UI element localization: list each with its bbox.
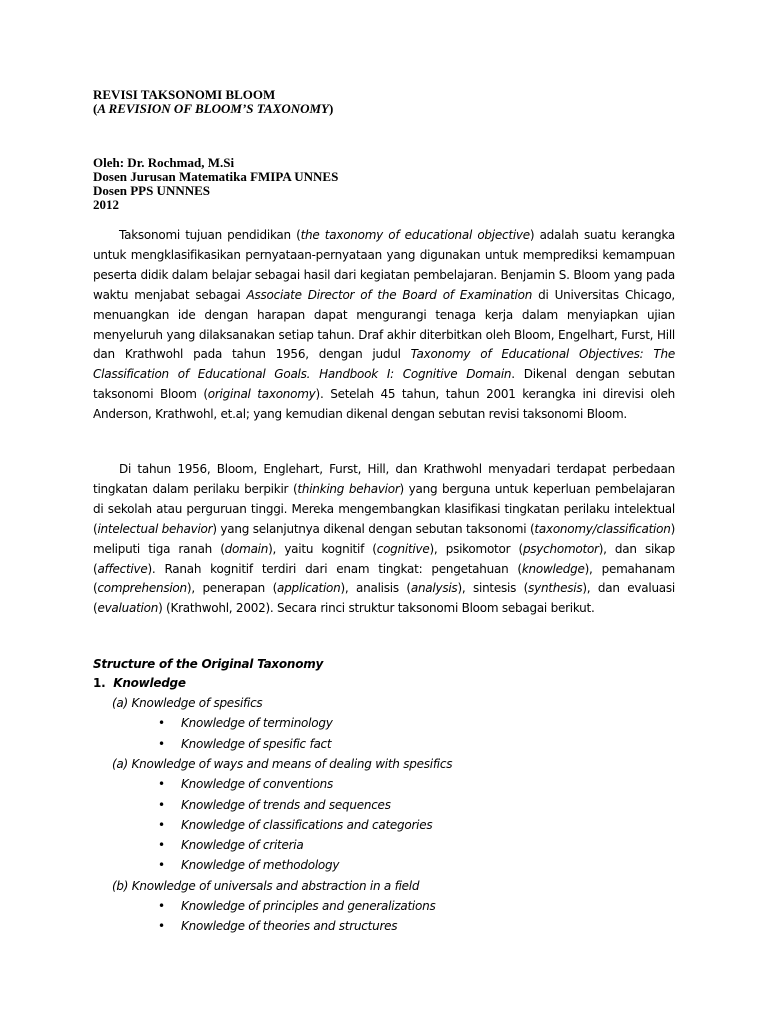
paragraph-run: ) yang berguna untuk keperluan pembelajaran di sekolah atau perguruan tinggi. Mereka mengembangkan klasifikasi tingkatan perilaku intelektual ( (93, 481, 676, 536)
list-item-text: Knowledge of principles and generalizations (181, 899, 436, 913)
list-item-text: Knowledge of theories and structures (181, 919, 398, 934)
list-item-text: Knowledge of methodology (181, 858, 340, 873)
structure-subcategory (112, 754, 452, 774)
bullet-icon: • (158, 858, 165, 873)
italic-term: evaluation (97, 601, 159, 616)
structure-subcategory (112, 876, 419, 896)
italic-term: cognitive (376, 541, 430, 556)
italic-term: intelectual behavior (97, 521, 213, 536)
paragraph-run: ), pemahanam ( (93, 561, 675, 596)
paragraph-run: ), psikomotor ( (429, 541, 523, 556)
bullet-icon: • (158, 777, 165, 792)
structure-heading: Structure of the Original Taxonomy (93, 657, 324, 671)
italic-term: synthesis (528, 581, 583, 596)
list-item-text: Knowledge of classifications and categories (181, 817, 433, 832)
italic-term: psychomotor (522, 541, 599, 556)
author-year: 2012 (93, 197, 119, 212)
bullet-icon: • (158, 817, 165, 832)
structure-subcategory (112, 693, 262, 713)
paragraph-run: ), dan sikap ( (93, 541, 676, 576)
author-pps: Dosen PPS UNNNES (93, 183, 211, 198)
document-title (93, 88, 333, 116)
paragraph-1 (93, 226, 675, 425)
paragraph-run: ), penerapan ( (186, 581, 278, 596)
paragraph-run: ). Setelah 45 tahun, tahun 2001 kerangka ini direvisi oleh Anderson, Krathwohl, et.al; yang kemudian dikenal dengan sebutan revisi taksonomi Bloom. (93, 387, 675, 422)
italic-term: analysis (410, 581, 458, 596)
author-info (93, 156, 338, 212)
subcategory-text: (a) Knowledge of ways and means of dealing with spesifics (112, 756, 453, 771)
italic-term: domain (224, 541, 269, 556)
paragraph-run: ) meliputi tiga ranah ( (93, 521, 675, 556)
paragraph-run: ). Ranah kognitif terdiri dari enam tingkat: pengetahuan ( (147, 561, 522, 576)
paragraph-run: ), yaitu kognitif ( (268, 541, 377, 556)
italic-term: Associate Director of the Board of Examination (246, 287, 533, 302)
paragraph-run: Taksonomi tujuan pendidikan ( (119, 228, 301, 242)
italic-term: Taxonomy of Educational Objectives: The Classification of Educational Goals. Handbook I: Cognitive Domain (93, 347, 675, 382)
list-item-text: Knowledge of terminology (181, 716, 333, 731)
italic-term: original taxonomy (207, 387, 316, 402)
title-main: REVISI TAKSONOMI BLOOM (93, 87, 276, 102)
subcategory-text: (a) Knowledge of spesifics (112, 696, 263, 710)
structure-item-1-label: Knowledge (113, 676, 186, 690)
paragraph-run: ), dan evaluasi ( (93, 581, 675, 616)
bullet-icon: • (158, 919, 165, 934)
list-item-text: Knowledge of criteria (181, 838, 304, 853)
bullet-icon: • (158, 838, 165, 853)
paragraph-run: Di tahun 1956, Bloom, Englehart, Furst, Hill, dan Krathwohl menyadari terdapat perbedaan tingkatan dalam perilaku berpikir ( (93, 462, 675, 496)
list-item-text: Knowledge of trends and sequences (181, 797, 391, 812)
paragraph-run: . Dikenal dengan sebutan taksonomi Bloom ( (93, 367, 675, 402)
bullet-icon: • (158, 736, 165, 751)
list-item-text: Knowledge of conventions (181, 777, 334, 792)
italic-term: thinking behavior (297, 481, 400, 496)
italic-term: application (277, 581, 341, 596)
italic-term: the taxonomy of educational objective (300, 228, 530, 242)
title-subtitle: (A REVISION OF BLOOM’S TAXONOMY) (93, 101, 334, 116)
italic-term: affective (97, 561, 148, 576)
paragraph-run: di Universitas Chicago, menuangkan ide dengan harapan dapat mengurangi tenaga kerja dalam menyiapkan ujian menyeluruh yang dilaksanakan setiap tahun. Draf akhir diterbitkan oleh Bloom, Engelhart, Furst, Hill dan Krathwohl pada tahun 1956, dengan judul (93, 287, 675, 362)
paragraph-run: ) adalah suatu kerangka untuk mengklasifikasikan pernyataan-pernyataan yang digunakan untuk memprediksi kemampuan peserta didik dalam belajar sebagai hasil dari kegiatan pembelajaran. Benjamin S. Bloom yang pada waktu menjabat sebagai (93, 228, 675, 302)
subcategory-text: (b) Knowledge of universals and abstraction in a field (112, 878, 420, 893)
list-item-text: Knowledge of spesific fact (181, 736, 332, 751)
author-name: Oleh: Dr. Rochmad, M.Si (93, 155, 235, 170)
paragraph-run: ), analisis ( (340, 581, 411, 596)
bullet-icon: • (158, 899, 165, 913)
italic-term: comprehension (97, 581, 187, 596)
paragraph-run: ) yang selanjutnya dikenal dengan sebutan taksonomi ( (212, 521, 535, 536)
paragraph-2 (93, 460, 675, 619)
italic-term: knowledge (521, 561, 585, 576)
author-department: Dosen Jurusan Matematika FMIPA UNNES (93, 169, 339, 184)
bullet-icon: • (158, 797, 165, 812)
paragraph-run: ) (Krathwohl, 2002). Secara rinci struktur taksonomi Bloom sebagai berikut. (158, 601, 595, 616)
title-subtitle-italic: A REVISION OF BLOOM’S TAXONOMY (97, 101, 329, 116)
paragraph-run: ), sintesis ( (457, 581, 529, 596)
structure-item-1 (93, 673, 186, 693)
italic-term: taxonomy/classification (534, 521, 671, 536)
bullet-icon: • (158, 716, 165, 731)
structure-item-1-number: 1. (93, 676, 106, 690)
